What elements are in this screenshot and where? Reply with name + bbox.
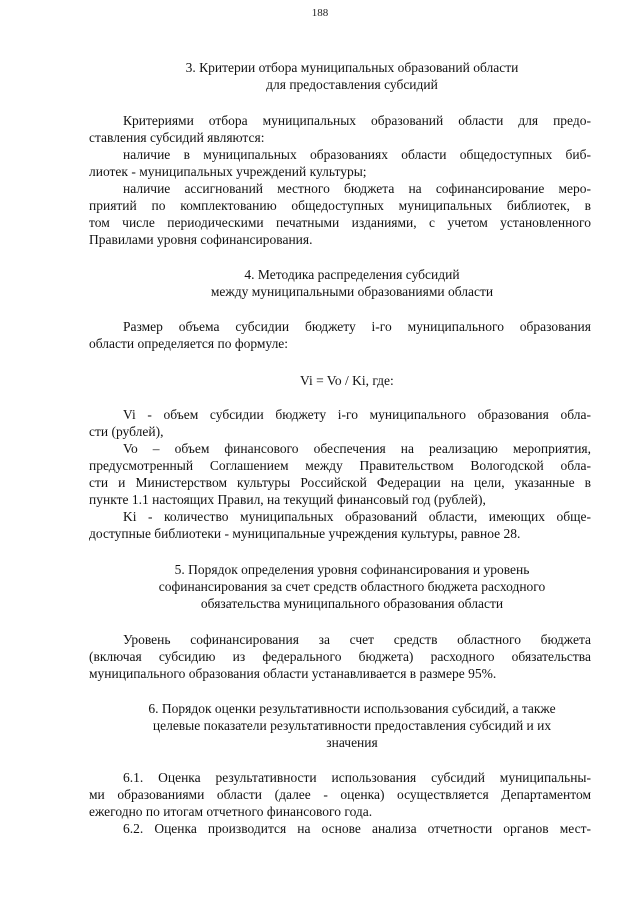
section-3-text-line: том числе периодическими печатными изданиями, с учетом установленного	[89, 215, 591, 230]
definition-line: сти (рублей),	[89, 424, 164, 439]
section-4-heading-line-2: между муниципальными образованиями области	[210, 284, 494, 299]
section-3-text-line: приятий по комплектованию общедоступных муниципальных библиотек, в	[89, 198, 591, 213]
section-5-text-line: Уровень софинансирования за счет средств областного бюджета	[123, 632, 591, 647]
section-3-text-line: лиотек - муниципальных учреждений культуры;	[89, 164, 367, 179]
definition-line: пункте 1.1 настоящих Правил, на текущий финансовый год (рублей),	[89, 492, 486, 507]
section-3-heading-line-1: 3. Критерии отбора муниципальных образований области	[185, 60, 519, 75]
section-3-text-line: ставления субсидий являются:	[89, 130, 265, 145]
section-6-text-line: ежегодно по итогам отчетного финансового года.	[89, 804, 373, 819]
definition-line: Vo – объем финансового обеспечения на реализацию мероприятия,	[123, 441, 591, 456]
section-6-text-line: ми образованиями области (далее - оценка) осуществляется Департаментом	[89, 787, 591, 802]
section-3-text-line: Критериями отбора муниципальных образований области для предо-	[123, 113, 591, 128]
definition-line: предусмотренный Соглашением между Правительством Вологодской обла-	[89, 458, 591, 473]
section-4-intro-line: Размер объема субсидии бюджету i-го муниципального образования	[123, 319, 591, 334]
section-4-heading-line-1: 4. Методика распределения субсидий	[244, 267, 460, 282]
section-5-heading-line-3: обязательства муниципального образования области	[200, 596, 504, 611]
section-5-text-line: муниципального образования области устанавливается в размере 95%.	[89, 666, 497, 681]
section-6-heading-line-2: целевые показатели результативности предоставления субсидий и их	[152, 718, 552, 733]
definition-line: доступные библиотеки - муниципальные учреждения культуры, равное 28.	[89, 526, 521, 541]
definition-line: Vi - объем субсидии бюджету i-го муниципального образования обла-	[123, 407, 591, 422]
section-6-text-line: 6.1. Оценка результативности использования субсидий муниципальны-	[123, 770, 591, 785]
section-3-text-line: наличие в муниципальных образованиях области общедоступных биб-	[123, 147, 591, 162]
section-6-text-line: 6.2. Оценка производится на основе анализа отчетности органов мест-	[123, 821, 591, 836]
formula: Vi = Vo / Ki, где:	[300, 373, 394, 388]
definition-line: Ki - количество муниципальных образований области, имеющих обще-	[123, 509, 591, 524]
section-3-text-line: наличие ассигнований местного бюджета на софинансирование меро-	[123, 181, 591, 196]
section-5-heading-line-2: софинансирования за счет средств областного бюджета расходного	[158, 579, 546, 594]
section-3-text-line: Правилами уровня софинансирования.	[89, 232, 313, 247]
section-6-heading-line-3: значения	[326, 735, 378, 750]
section-5-heading-line-1: 5. Порядок определения уровня софинансирования и уровень	[174, 562, 530, 577]
section-5-text-line: (включая субсидию из федерального бюджета) расходного обязательства	[89, 649, 591, 664]
section-6-heading-line-1: 6. Порядок оценки результативности использования субсидий, а также	[148, 701, 556, 716]
section-4-intro-line: области определяется по формуле:	[89, 336, 289, 351]
section-3-heading-line-2: для предоставления субсидий	[266, 77, 438, 92]
definition-line: сти и Министерством культуры Российской Федерации на цели, указанные в	[89, 475, 591, 490]
page-number: 188	[311, 7, 329, 19]
